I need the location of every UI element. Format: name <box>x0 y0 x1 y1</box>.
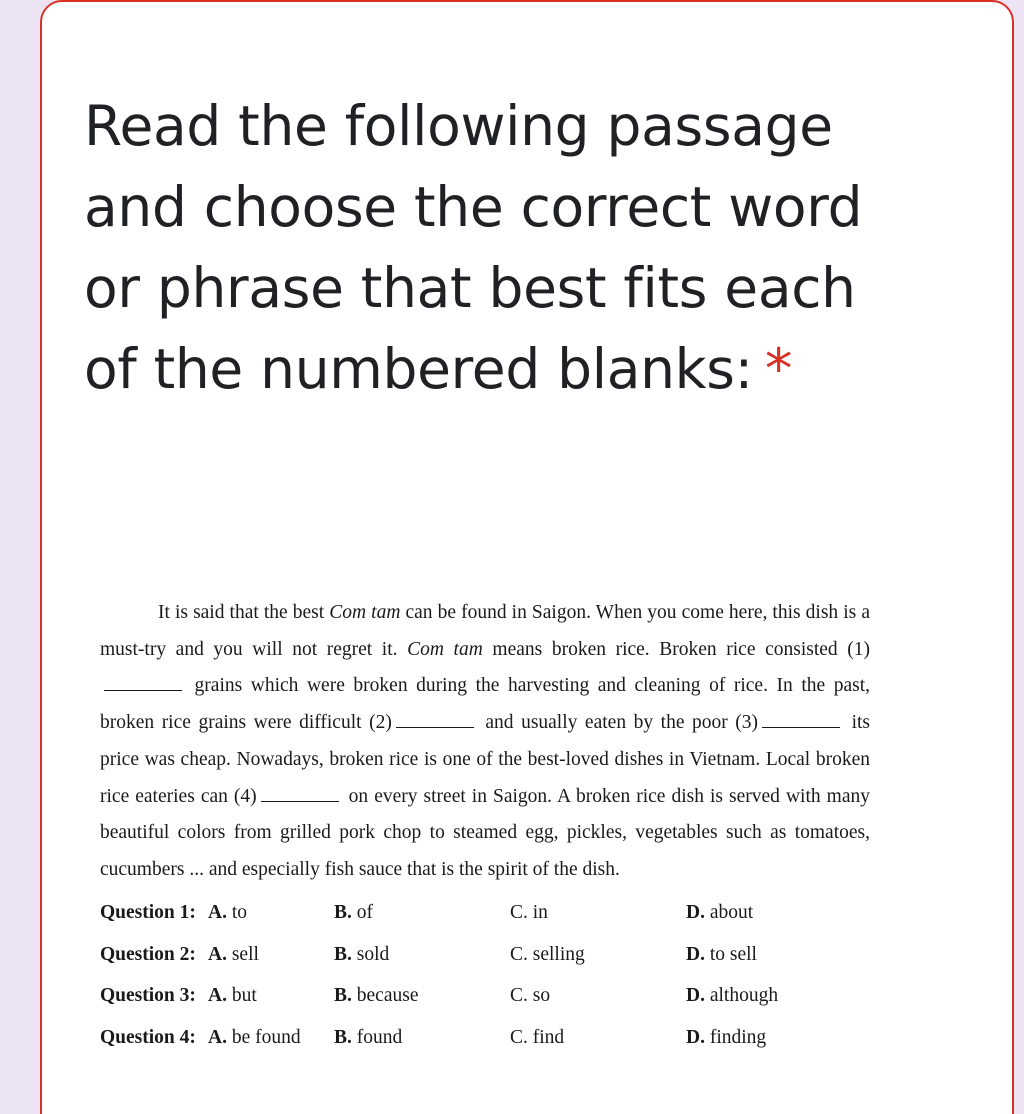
option-d: D. to sell <box>686 943 757 965</box>
question-label: Question 1: <box>100 902 196 924</box>
passage-segment: means broken rice. Broken rice consisted (1) <box>482 638 871 660</box>
question-label: Question 4: <box>100 1026 196 1048</box>
option-c: C. in <box>510 902 548 924</box>
blank-2 <box>396 713 474 728</box>
question-label: Question 2: <box>100 943 196 965</box>
passage-term: Com tam <box>407 638 483 660</box>
option-b: B. found <box>334 1026 403 1048</box>
option-a: A. to <box>208 902 248 924</box>
option-d: D. about <box>686 902 754 924</box>
passage-segment: can be found in Saigon. When you come here, this dish is a must-try and you will not regret it. <box>100 602 870 660</box>
option-b: B. because <box>334 985 419 1007</box>
answer-row-1 <box>100 893 870 935</box>
blank-4 <box>261 787 339 802</box>
passage-segment: its price was cheap. Nowadays, broken rice is one of the best-loved dishes in Vietnam. Local broken rice eateries can (4) <box>100 712 871 807</box>
passage-text <box>100 595 870 889</box>
option-b: B. sold <box>334 943 390 965</box>
passage-image <box>100 595 870 1059</box>
option-a: A. be found <box>208 1026 301 1048</box>
answer-row-4 <box>100 1017 870 1059</box>
option-b: B. of <box>334 902 374 924</box>
answer-options <box>100 893 870 1059</box>
option-c: C. selling <box>510 943 585 965</box>
passage-term: Com tam <box>329 602 401 623</box>
question-label: Question 3: <box>100 985 196 1007</box>
passage-segment: It is said that the best <box>158 602 330 623</box>
passage-segment: and usually eaten by the poor (3) <box>477 712 759 734</box>
passage-segment: grains which were broken during the harvesting and cleaning of rice. In the past, broken rice grains were difficult (2) <box>100 675 870 734</box>
answer-row-2 <box>100 934 870 976</box>
blank-1 <box>104 676 182 691</box>
blank-3 <box>762 713 840 728</box>
passage-segment: on every street in Saigon. A broken rice dish is served with many beautiful colors from grilled pork chop to steamed egg, pickles, vegetables such as tomatoes, cucumbers ... and especially fish sauce that is the spirit of the dish. <box>100 785 870 880</box>
option-a: A. but <box>208 985 257 1007</box>
answer-row-3 <box>100 976 870 1018</box>
option-d: D. although <box>686 985 779 1007</box>
question-title-text: Read the following passage and choose the correct word or phrase that best fits each of the numbered blanks: <box>84 94 863 401</box>
option-d: D. finding <box>686 1026 767 1048</box>
required-asterisk: * <box>764 337 793 401</box>
option-c: C. so <box>510 985 551 1007</box>
question-title <box>84 86 924 410</box>
option-c: C. find <box>510 1026 565 1048</box>
option-a: A. sell <box>208 943 259 965</box>
